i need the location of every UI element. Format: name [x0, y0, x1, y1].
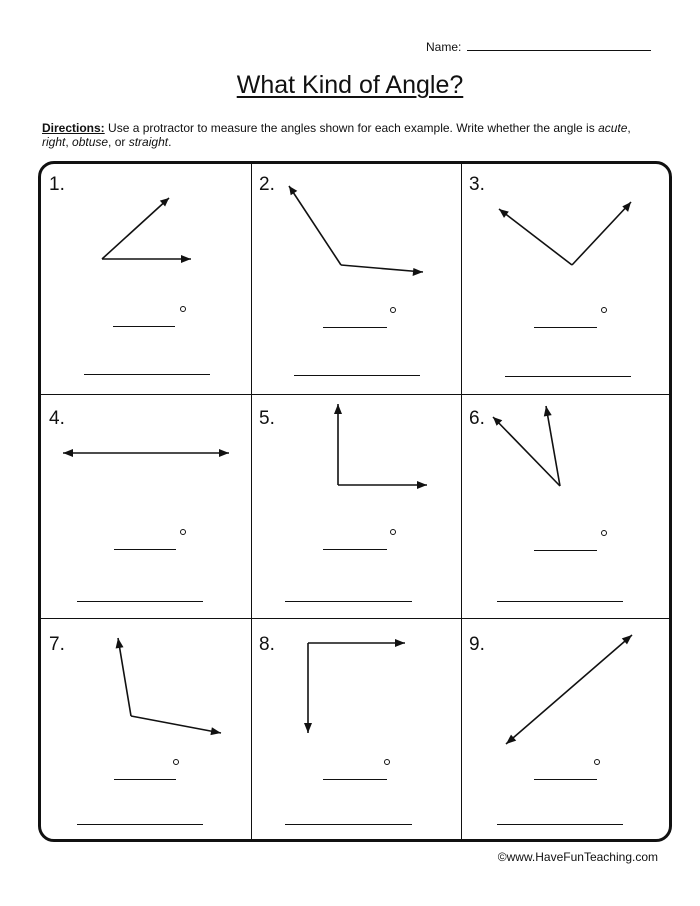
- angle-ray: [131, 716, 221, 733]
- problem-cell-4: [41, 394, 251, 618]
- angle-ray: [118, 638, 131, 716]
- degree-answer-line[interactable]: [323, 327, 387, 328]
- angle-figure-8: [251, 618, 461, 839]
- problem-number: 1.: [49, 174, 65, 195]
- problem-cell-7: [41, 618, 251, 839]
- problem-number: 3.: [469, 174, 485, 195]
- problem-number: 5.: [259, 408, 275, 429]
- angle-ray: [102, 198, 169, 259]
- problem-number: 8.: [259, 634, 275, 655]
- angle-figure-1: [41, 164, 251, 394]
- option-acute: acute: [598, 121, 628, 135]
- worksheet-title: What Kind of Angle?: [236, 71, 464, 99]
- arrowhead-icon: [63, 449, 73, 457]
- directions-body: Use a protractor to measure the angles shown for each example. Write whether the angle is: [104, 121, 599, 135]
- angle-type-answer-line[interactable]: [77, 601, 203, 602]
- problem-number: 9.: [469, 634, 485, 655]
- angle-figure-9: [461, 618, 669, 839]
- degree-answer-line[interactable]: [323, 779, 387, 780]
- name-field[interactable]: [426, 40, 651, 54]
- degree-answer-line[interactable]: [113, 326, 175, 327]
- degree-symbol: [601, 530, 607, 536]
- angle-figure-2: [251, 164, 461, 394]
- angle-figure-4: [41, 394, 251, 618]
- angle-figure-5: [251, 394, 461, 618]
- angle-ray: [572, 202, 631, 265]
- degree-symbol: [180, 306, 186, 312]
- angle-type-answer-line[interactable]: [84, 374, 210, 375]
- degree-symbol: [173, 759, 179, 765]
- degree-symbol: [390, 307, 396, 313]
- angle-figure-7: [41, 618, 251, 839]
- directions-text: [42, 121, 652, 149]
- arrowhead-icon: [219, 449, 229, 457]
- angle-type-answer-line[interactable]: [77, 824, 203, 825]
- problem-cell-8: [251, 618, 461, 839]
- arrowhead-icon: [413, 268, 423, 276]
- degree-symbol: [384, 759, 390, 765]
- problem-number: 6.: [469, 408, 485, 429]
- angle-type-answer-line[interactable]: [497, 824, 623, 825]
- problem-number: 2.: [259, 174, 275, 195]
- angle-type-answer-line[interactable]: [294, 375, 420, 376]
- copyright-notice: ©www.HaveFunTeaching.com: [497, 850, 658, 864]
- problem-cell-3: [461, 164, 669, 394]
- directions-label: Directions:: [42, 121, 105, 135]
- name-label: Name:: [426, 40, 462, 54]
- problem-cell-2: [251, 164, 461, 394]
- degree-answer-line[interactable]: [114, 549, 176, 550]
- arrowhead-icon: [181, 255, 191, 263]
- problem-cell-9: [461, 618, 669, 839]
- angle-ray: [499, 209, 572, 265]
- degree-answer-line[interactable]: [534, 779, 597, 780]
- degree-symbol: [601, 307, 607, 313]
- option-straight: straight: [128, 135, 169, 149]
- arrowhead-icon: [417, 481, 427, 489]
- arrowhead-icon: [395, 639, 405, 647]
- arrowhead-icon: [304, 723, 312, 733]
- degree-answer-line[interactable]: [114, 779, 176, 780]
- degree-symbol: [180, 529, 186, 535]
- degree-answer-line[interactable]: [534, 550, 597, 551]
- option-right: right: [42, 135, 66, 149]
- name-blank-line[interactable]: [467, 40, 651, 51]
- angle-ray: [506, 635, 632, 744]
- problem-cell-6: [461, 394, 669, 618]
- problem-cell-1: [41, 164, 251, 394]
- angle-type-answer-line[interactable]: [285, 601, 412, 602]
- degree-symbol: [390, 529, 396, 535]
- degree-symbol: [594, 759, 600, 765]
- problem-cell-5: [251, 394, 461, 618]
- directions-separator: ,: [65, 135, 73, 149]
- angle-figure-6: [461, 394, 669, 618]
- arrowhead-icon: [116, 638, 124, 649]
- arrowhead-icon: [544, 406, 552, 417]
- arrowhead-icon: [210, 727, 221, 735]
- directions-period: .: [168, 135, 172, 149]
- directions-separator: , or: [108, 135, 129, 149]
- option-obtuse: obtuse: [72, 135, 109, 149]
- arrowhead-icon: [334, 404, 342, 414]
- angle-type-answer-line[interactable]: [285, 824, 412, 825]
- problem-number: 7.: [49, 634, 65, 655]
- arrowhead-icon: [499, 209, 509, 218]
- angle-type-answer-line[interactable]: [505, 376, 631, 377]
- angle-ray: [289, 186, 341, 265]
- arrowhead-icon: [289, 186, 297, 195]
- directions-separator: ,: [627, 121, 631, 135]
- degree-answer-line[interactable]: [323, 549, 387, 550]
- degree-answer-line[interactable]: [534, 327, 597, 328]
- angle-figure-3: [461, 164, 669, 394]
- angle-ray: [341, 265, 423, 272]
- angle-grid: [38, 161, 672, 842]
- problem-number: 4.: [49, 408, 65, 429]
- angle-type-answer-line[interactable]: [497, 601, 623, 602]
